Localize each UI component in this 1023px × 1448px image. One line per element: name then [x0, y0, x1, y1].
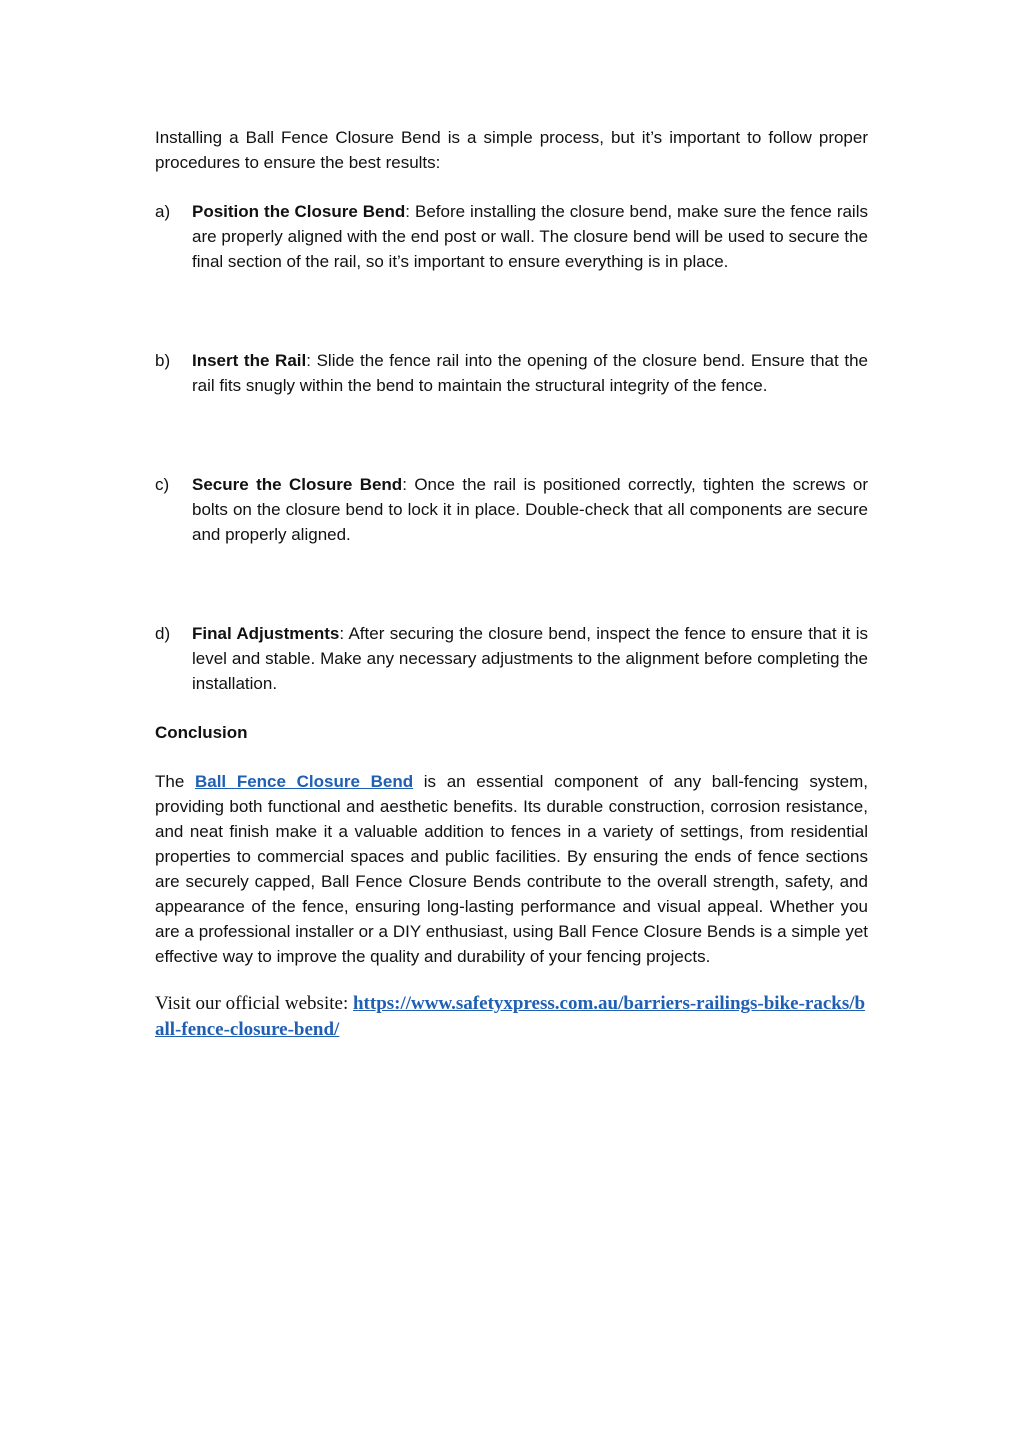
- step-text: : Before installing the closure bend, make sure the fence rails are properly aligned with the end post or wall. The closure bend will be used to secure the final section of the rail, so it’s important to ensure everything is in place.: [192, 202, 868, 271]
- conclusion-heading: Conclusion: [155, 723, 248, 742]
- website-url-link[interactable]: https://www.safetyxpress.com.au/barriers-railings-bike-racks/ball-fence-closure-bend/: [155, 993, 866, 1040]
- product-link[interactable]: Ball Fence Closure Bend: [194, 772, 414, 791]
- step-title: Position the Closure Bend: [192, 202, 406, 221]
- conclusion-paragraph: [155, 769, 868, 969]
- step-title: Secure the Closure Bend: [192, 475, 403, 494]
- conclusion-prefix: The: [155, 772, 195, 791]
- step-marker: d): [155, 624, 171, 643]
- step-marker: b): [155, 351, 171, 370]
- step-marker: c): [155, 475, 170, 494]
- step-text: : After securing the closure bend, inspect the fence to ensure that it is level and stable. Make any necessary adjustments to the alignment before completing the installation.: [192, 624, 869, 693]
- document-page: [155, 125, 868, 1043]
- step-secure-closure-bend: [155, 472, 868, 547]
- step-marker: a): [155, 202, 171, 221]
- step-title: Final Adjustments: [192, 624, 340, 643]
- step-position-closure-bend: [155, 199, 868, 274]
- step-title: Insert the Rail: [192, 351, 307, 370]
- conclusion-body: is an essential component of any ball-fencing system, providing both functional and aesthetic benefits. Its durable construction, corrosion resistance, and neat finish make it a valuable addition to fences in a variety of settings, from residential properties to commercial spaces and public facilities. By ensuring the ends of fence sections are securely capped, Ball Fence Closure Bends contribute to the overall strength, safety, and appearance of the fence, ensuring long-lasting performance and visual appeal. Whether you are a professional installer or a DIY enthusiast, using Ball Fence Closure Bends is a simple yet effective way to improve the quality and durability of your fencing projects.: [155, 772, 868, 966]
- step-text: : Slide the fence rail into the opening of the closure bend. Ensure that the rail fits snugly within the bend to maintain the structural integrity of the fence.: [192, 351, 868, 395]
- step-final-adjustments: [155, 621, 868, 696]
- visit-label: Visit our official website:: [155, 993, 353, 1014]
- step-insert-rail: [155, 348, 868, 398]
- visit-website-line: [155, 991, 868, 1043]
- step-text: : Once the rail is positioned correctly, tighten the screws or bolts on the closure bend to lock it in place. Double-check that all components are secure and properly aligned.: [192, 475, 869, 544]
- intro-paragraph: Installing a Ball Fence Closure Bend is a simple process, but it’s important to follow proper procedures to ensure the best results:: [155, 128, 868, 172]
